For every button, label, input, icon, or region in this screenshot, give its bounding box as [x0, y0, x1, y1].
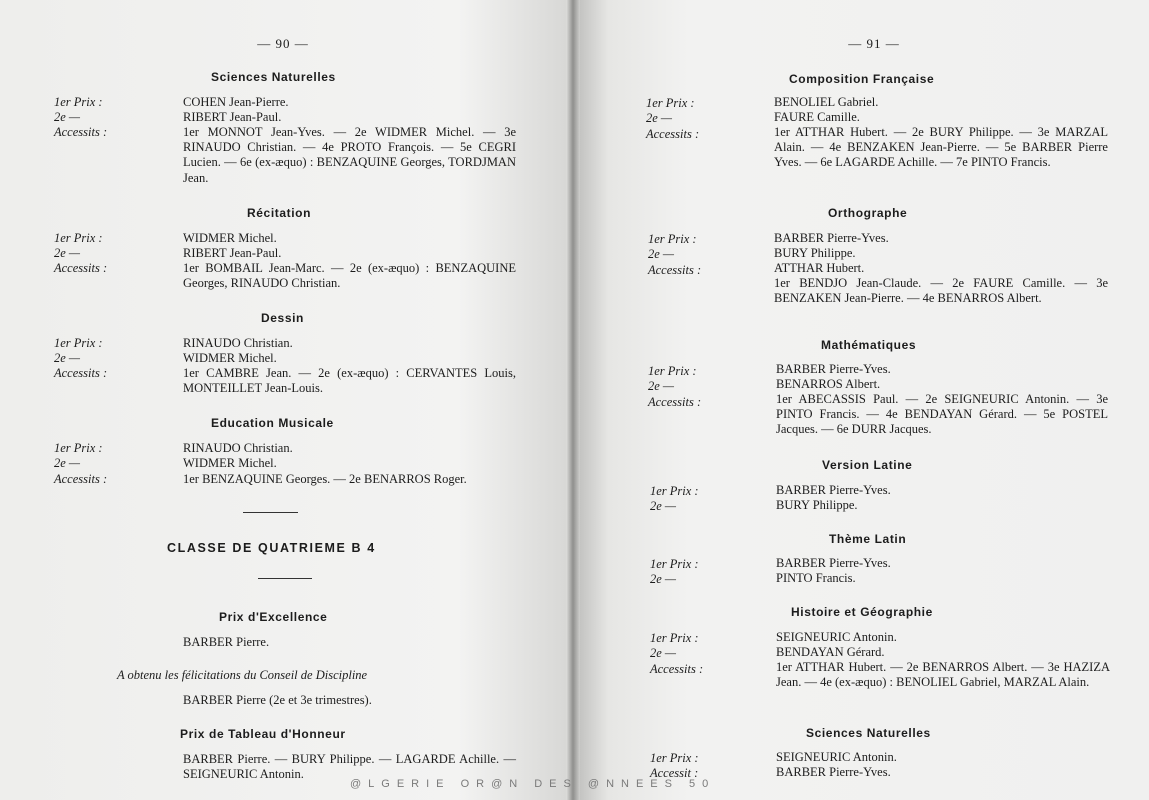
watermark: @LGERIE OR@N DES @NNEES 50 [350, 778, 716, 790]
label-prize1: 1er Prix : [646, 96, 695, 110]
label-prize1: 1er Prix : [54, 336, 103, 350]
prize1-value: COHEN Jean-Pierre. [183, 95, 289, 109]
label-prize1: 1er Prix : [54, 441, 103, 455]
page-number-left: — 90 — [257, 36, 309, 51]
class-heading: CLASSE DE QUATRIEME B 4 [167, 541, 376, 555]
prize1-value: BARBER Pierre-Yves. [776, 362, 891, 376]
label-prize2: 2e — [650, 572, 677, 586]
accessits-value: 1er ATTHAR Hubert. — 2e BENARROS Albert. — 3e HAZIZA Jean. — 4e (ex-æquo) : BENOLIEL Gabriel, MARZAL Alain. [776, 660, 1110, 690]
prize2-value: FAURE Camille. [774, 110, 860, 124]
label-prize2: 2e — [648, 379, 675, 393]
label-prize2: 2e — [54, 246, 81, 260]
accessits-value: 1er BOMBAIL Jean-Marc. — 2e (ex-æquo) : BENZAQUINE Georges, RINAUDO Christian. [183, 261, 516, 291]
prize1-value: RINAUDO Christian. [183, 336, 293, 350]
label-accessit: Accessit : [650, 766, 699, 780]
prize2-value: RIBERT Jean-Paul. [183, 246, 282, 260]
label-accessits: Accessits : [646, 127, 700, 141]
label-accessits: Accessits : [54, 366, 108, 380]
accessits-value: 1er BENDJO Jean-Claude. — 2e FAURE Camille. — 3e BENZAKEN Jean-Pierre. — 4e BENARROS Albert. [774, 276, 1108, 306]
prize2-value: WIDMER Michel. [183, 351, 277, 365]
label-accessits: Accessits : [54, 472, 108, 486]
prize2-value: BURY Philippe. [774, 246, 856, 260]
prize2-value: BENARROS Albert. [776, 377, 881, 391]
section-heading-orthographe: Orthographe [828, 206, 908, 220]
prize1-value: SEIGNEURIC Antonin. [776, 630, 897, 644]
prize1-value: BARBER Pierre-Yves. [774, 231, 889, 245]
label-prize2: 2e — [646, 111, 673, 125]
prize1-value: WIDMER Michel. [183, 231, 277, 245]
label-accessits: Accessits : [650, 662, 704, 676]
label-prize2: 2e — [54, 351, 81, 365]
prize2-value: PINTO Francis. [776, 571, 856, 585]
section-heading-dessin: Dessin [261, 311, 304, 325]
excellence-winner: BARBER Pierre. [183, 635, 270, 649]
section-heading-version: Version Latine [822, 458, 913, 472]
section-heading-sciences: Sciences Naturelles [806, 726, 931, 740]
accessits-value: 1er BENZAQUINE Georges. — 2e BENARROS Roger. [183, 472, 467, 486]
section-heading-sciences: Sciences Naturelles [211, 70, 336, 84]
label-prize2: 2e — [650, 499, 677, 513]
label-accessits: Accessits : [648, 263, 702, 277]
divider [258, 578, 312, 579]
accessit-value: BARBER Pierre-Yves. [776, 765, 891, 779]
label-accessits: Accessits : [648, 395, 702, 409]
label-prize2: 2e — [54, 456, 81, 470]
label-prize1: 1er Prix : [650, 751, 699, 765]
label-prize1: 1er Prix : [650, 557, 699, 571]
honneur-winners: BARBER Pierre. — BURY Philippe. — LAGARDE Achille. — SEIGNEURIC Antonin. [183, 752, 516, 782]
accessits-value: 1er ATTHAR Hubert. — 2e BURY Philippe. — 3e MARZAL Alain. — 4e BENZAKEN Jean-Pierre. — 5e BARBER Pierre Yves. — 6e LAGARDE Achille. — 7e PINTO Francis. [774, 125, 1108, 170]
label-accessits: Accessits : [54, 125, 108, 139]
felicitations-note: A obtenu les félicitations du Conseil de Discipline [117, 668, 368, 682]
prize1-value: BENOLIEL Gabriel. [774, 95, 879, 109]
divider [243, 512, 298, 513]
prize1-value: SEIGNEURIC Antonin. [776, 750, 897, 764]
accessits-value: 1er MONNOT Jean-Yves. — 2e WIDMER Michel. — 3e RINAUDO Christian. — 4e PROTO François. — 5e CEGRI Lucien. — 6e (ex-æquo) : BENZAQUINE Georges, TORDJMAN Jean. [183, 125, 516, 185]
accessits-value: 1er CAMBRE Jean. — 2e (ex-æquo) : CERVANTES Louis, MONTEILLET Jean-Louis. [183, 366, 516, 396]
prize1-value: BARBER Pierre-Yves. [776, 556, 891, 570]
prize1-value: RINAUDO Christian. [183, 441, 293, 455]
felicitations-winner: BARBER Pierre (2e et 3e trimestres). [183, 693, 372, 707]
accessits-first: ATTHAR Hubert. [774, 261, 865, 275]
right-page [574, 0, 1149, 800]
label-prize1: 1er Prix : [648, 232, 697, 246]
label-prize2: 2e — [648, 247, 675, 261]
section-heading-honneur: Prix de Tableau d'Honneur [180, 727, 346, 741]
section-heading-theme: Thème Latin [829, 532, 907, 546]
prize2-value: RIBERT Jean-Paul. [183, 110, 282, 124]
prize1-value: BARBER Pierre-Yves. [776, 483, 891, 497]
section-heading-composition: Composition Française [789, 72, 935, 86]
accessits-value: 1er ABECASSIS Paul. — 2e SEIGNEURIC Antonin. — 3e PINTO Francis. — 4e BENDAYAN Gérard. — 5e POSTEL Jacques. — 6e DURR Jacques. [776, 392, 1108, 437]
section-heading-musique: Education Musicale [211, 416, 334, 430]
label-prize2: 2e — [54, 110, 81, 124]
label-prize1: 1er Prix : [648, 364, 697, 378]
prize2-value: WIDMER Michel. [183, 456, 277, 470]
section-heading-histoire: Histoire et Géographie [791, 605, 933, 619]
section-heading-excellence: Prix d'Excellence [219, 610, 328, 624]
label-prize1: 1er Prix : [650, 631, 699, 645]
book-spine [566, 0, 580, 800]
prize2-value: BENDAYAN Gérard. [776, 645, 885, 659]
label-prize1: 1er Prix : [650, 484, 699, 498]
left-page [0, 0, 574, 800]
label-prize1: 1er Prix : [54, 231, 103, 245]
page-number-right: — 91 — [848, 36, 900, 51]
label-prize2: 2e — [650, 646, 677, 660]
prize2-value: BURY Philippe. [776, 498, 858, 512]
section-heading-mathematiques: Mathématiques [821, 338, 917, 352]
section-heading-recitation: Récitation [247, 206, 312, 220]
label-accessits: Accessits : [54, 261, 108, 275]
label-prize1: 1er Prix : [54, 95, 103, 109]
